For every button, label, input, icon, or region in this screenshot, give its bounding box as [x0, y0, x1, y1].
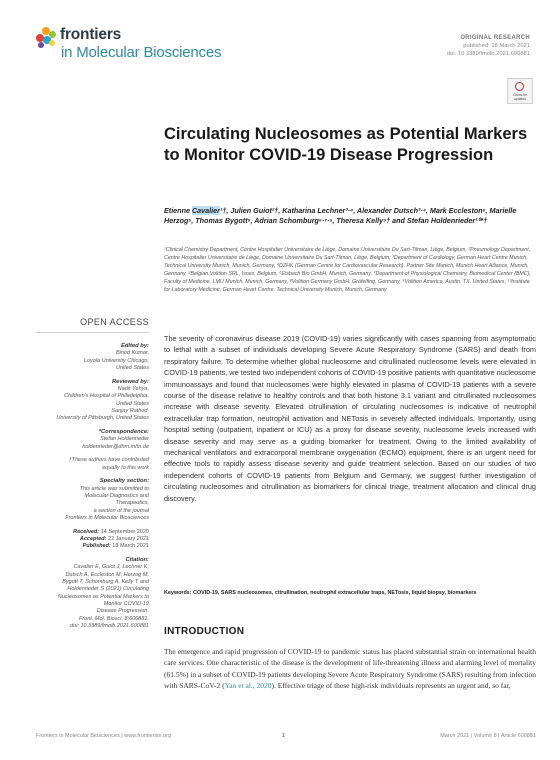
frontiers-logo-icon [36, 27, 58, 49]
specialty-section: Specialty section: This article was submitted to Molecular Diagnostics and Therapeutics, a section of the journal Frontiers in Molecular Biosciences [65, 478, 149, 521]
check-for-updates-badge[interactable] [507, 78, 533, 104]
brand-name: frontiers [60, 26, 122, 43]
contribution-note: †These authors have contributed equally to this work [68, 457, 149, 471]
reference-link[interactable]: Yan et al., 2020 [224, 681, 272, 691]
footer-journal-link[interactable]: Frontiers in Molecular Biosciences | www.frontiersin.org [36, 733, 172, 739]
correspondence-email-link[interactable]: holdenrieder@dhm.mhn.de [82, 443, 149, 450]
article-title: Circulating Nucleosomes as Potential Markers to Monitor COVID-19 Disease Progression [164, 125, 528, 164]
footer-volume-info: March 2021 | Volume 8 | Article 600881 [440, 733, 536, 739]
author-list: Etienne Cavalier¹†, Julien Guiot²†, Katharina Lechner³·⁴, Alexander Dutsch³·⁴, Mark Eccleston⁵, Marielle Herzog⁵, Thomas Bygott⁵, Adrian Schomburg⁶·⁷·⁸, Theresa Kelly⁹† and Stefan Holdenrieder¹⁰*† [164, 206, 517, 226]
article-meta [447, 34, 530, 58]
article-type: ORIGINAL RESEARCH [460, 35, 530, 41]
introduction-text: The emergence and rapid progression of COVID-19 to pandemic status has placed substantial strain on international health care services. One characteristic of the disease is the development of life-threatening illness and alarming level of mortality (61.5%) in a subset of COVID-19 patients developing Severe Acute Respiratory Syndrome (SARS) resulting from infection with SARS-CoV-2 (Yan et al., 2020). Effective triage of these high-risk individuals represents an urgent and, so far, [164, 647, 537, 691]
abstract-text: The severity of coronavirus disease 2019 (COVID-19) varies significantly with cases spanning from asymptomatic to lethal with a subset of individuals developing Severe Acute Respiratory Syndrome (SARS) and death from respiratory failure. To determine whether global nucleosome and citrullinated nucleosome levels were elevated in COVID-19 patients, we tested two independent cohorts of COVID-19 positive patients with quantitative nucleosome immunoassays and found that nucleosomes were highly elevated in plasma of COVID-19 patients with a severe course of the disease relative to healthy controls and that both histone 3.1 variant and citrullinated nucleosomes increase with disease severity. Elevated citrullination of circulating nucleosomes is indicative of neutrophil extracellular trap formation, neutrophil activation and NETosis in severely affected individuals. Importantly, using hospital setting (outpatient, inpatient or ICU) as a proxy for disease severity, nucleosome levels increased with disease severity and may serve as a guiding biomarker for treatment. Owing to the limited availability of mechanical ventilators and extracorporal membrane oxygenation (ECMO) equipment, there is an urgent need for effective tools to rapidly assess disease severity and guide treatment selection. Based on our studies of two independent cohorts of COVID-19 patients from Belgium and Germany, we suggest further investigation of circulating nucleosomes and citrullination as biomarkers for clinical triage, treatment allocation and clinical drug discovery. [164, 334, 536, 503]
reviewed-by: Reviewed by: Nadir Yehya, Children's Hospital of Philadelphia, United States Sanjay Rathod, University of Pittsburgh, United States [56, 378, 149, 422]
article-doi[interactable]: doi: 10.3389/fmolb.2021.600881 [446, 51, 530, 57]
citation: Citation: Cavalier E, Guiot J, Lechner K, Dutsch A, Eccleston M, Herzog M, Bygott T, Schomburg A, Kelly T and Holdenrieder S (2021) Circulating Nucleosomes as Potential Markers to Monitor COVID-19 Disease Progression. Front. Mol. Biosci. 8:600881. doi: 10.3389/fmolb.2021.600881 [36, 557, 149, 630]
update-icon [515, 82, 524, 91]
selected-author-text[interactable]: Cavalier [191, 206, 220, 215]
page-number: 1 [282, 733, 286, 739]
article-sidebar [36, 316, 149, 637]
published-date: published: 18 March 2021 [463, 43, 530, 49]
open-access-label: OPEN ACCESS [36, 316, 149, 333]
keywords: Keywords: COVID-19, SARS nucleosomes, citrullination, neutrophil extracellular traps, NETosis, liquid biopsy, biomarkers [164, 590, 477, 596]
article-dates: Received: 14 September 2020 Accepted: 22 January 2021 Published: 18 March 2021 [73, 528, 149, 550]
introduction-heading: INTRODUCTION [164, 626, 245, 637]
check-for-updates-text: Check for updates [512, 93, 528, 101]
edited-by: Edited by: Binod Kumar, Loyola University Chicago, United States [83, 343, 149, 371]
affiliations: ¹Clinical Chemistry Department, Centre Hospitalier Universitaire de Liège, Domaine Universitaire Du Sart-Tilman, Liège, Belgium, ²Pneumology Department, Centre Hospitalier Universitaire de Liège, Domaine Universitaire Du Sart-Tilman, Liège, Belgium, ³Department of Cardiology, German Heart Centre Munich, Technical University Munich, Munich, Germany, ⁴DZHK (German Centre for Cardiovascular Research), Partner Site Munich, Munich Heart Alliance, Munich, Germany, ⁵Belgian Volition SRL, Isnes, Belgium, ⁶Elsbach Bio GmbH, Munich, Germany, ⁷Department of Physiological Chemistry, Biomedical Center (BMC), Faculty of Medicine, LMU Munich, Munich, Germany, ⁸Volition Germany GmbH, Gräfelfing, Germany, ⁹Volition America, Austin, TX, United States, ¹⁰Institute for Laboratory Medicine, German Heart Centre, Technical University Munich, Munich, Germany [164, 247, 531, 293]
correspondence: *Correspondence: Stefan Holdenrieder holdenrieder@dhm.mhn.de [36, 429, 149, 451]
citation-doi-link[interactable]: doi: 10.3389/fmolb.2021.600881 [70, 622, 149, 629]
frontiers-logo[interactable] [36, 24, 256, 64]
journal-name: in Molecular Biosciences [61, 44, 222, 61]
